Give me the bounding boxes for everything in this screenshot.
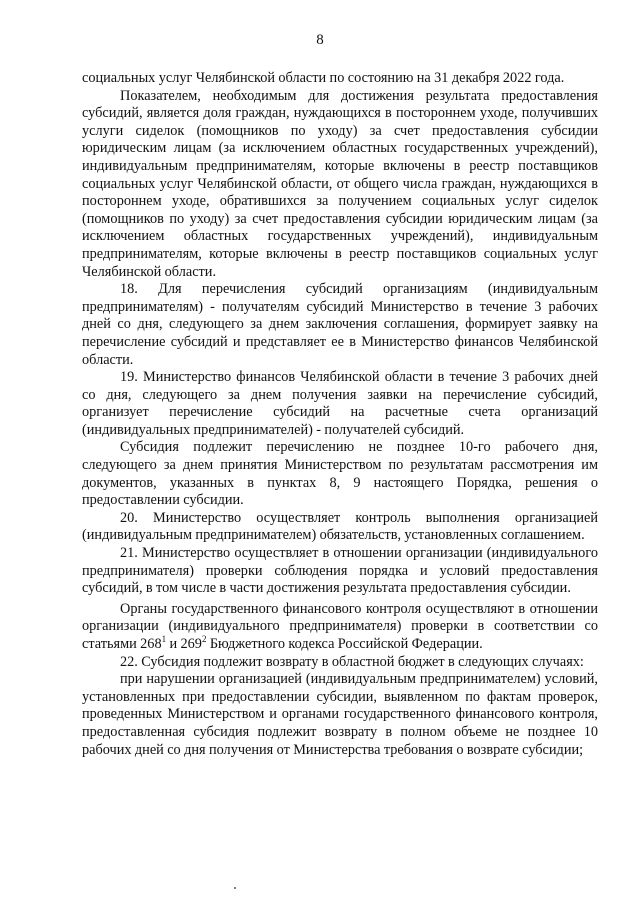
footnote-mark-1: 1 xyxy=(161,634,167,644)
page-number: 8 xyxy=(316,32,324,48)
paragraph-22: 22. Субсидия подлежит возврату в областной бюджет в следующих случаях: xyxy=(120,653,584,670)
paragraph-violation: при нарушении организацией (индивидуальным предпринимателем) условий, установленных при предоставлении субсидии, выявленном по фактам проверок, проведенных Министерством и органами государственного финансового контроля, предоставленная субсидия подлежит возврату в полном объеме не позднее 10 рабочих дней со дня получения от Министерства требования о возврате субсидии; xyxy=(82,671,598,758)
paragraph-21: 21. Министерство осуществляет в отношении организации (индивидуального предпринимателя) проверки соблюдения порядка и условий предоставления субсидий, в том числе в части достижения результата предоставления субсидии. xyxy=(82,545,598,597)
control-text-middle: и 269 xyxy=(166,636,202,652)
paragraph-19: 19. Министерство финансов Челябинской области в течение 3 рабочих дней со дня, следующего за днем получения заявки на перечисление субсидий, организует перечисление субсидий на расчетные счета организаций (индивидуальных предпринимателей) - получателей субсидий. xyxy=(82,369,598,438)
control-text-after: Бюджетного кодекса Российской Федерации. xyxy=(206,636,483,652)
document-body xyxy=(82,70,598,759)
paragraph-18: 18. Для перечисления субсидий организациям (индивидуальным предпринимателям) - получателям субсидий Министерство в течение 3 рабочих дней со дня, следующего за днем заключения соглашения, формирует заявку на перечисление субсидий и представляет ее в Министерство финансов Челябинской области. xyxy=(82,281,598,368)
footnote-mark-2: 2 xyxy=(201,634,207,644)
paragraph-subsidy-transfer: Субсидия подлежит перечислению не позднее 10-го рабочего дня, следующего за днем принятия Министерством по результатам рассмотрения им документов, указанных в пунктах 8, 9 настоящего Порядка, решения о предоставлении субсидии. xyxy=(82,439,598,509)
paragraph-continuation: социальных услуг Челябинской области по состоянию на 31 декабря 2022 года. xyxy=(82,70,565,86)
paragraph-financial-control xyxy=(82,601,598,654)
paragraph-indicator: Показателем, необходимым для достижения результата предоставления субсидий, является доля граждан, нуждающихся в постороннем уходе, получивших услуги сиделок (помощников по уходу) за счет предоставления субсидии юридическим лицам (за исключением областных государственных учреждений), индивидуальным предпринимателям, которые включены в реестр поставщиков социальных услуг Челябинской области, от общего числа граждан, нуждающихся в постороннем уходе, обратившихся за получением социальных услуг сиделок (помощников по уходу) за счет предоставления субсидии юридическим лицам (за исключением областных государственных учреждений), индивидуальным предпринимателям, которые включены в реестр поставщиков социальных услуг Челябинской области. xyxy=(82,87,598,280)
control-text-before: Органы государственного финансового контроля осуществляют в отношении организации (индивидуального предпринимателя) проверки в соответствии со статьями 268 xyxy=(82,600,598,652)
paragraph-20: 20. Министерство осуществляет контроль выполнения организацией (индивидуальным предпринимателем) обязательств, установленных соглашением. xyxy=(82,509,598,544)
scan-speck xyxy=(234,887,236,889)
